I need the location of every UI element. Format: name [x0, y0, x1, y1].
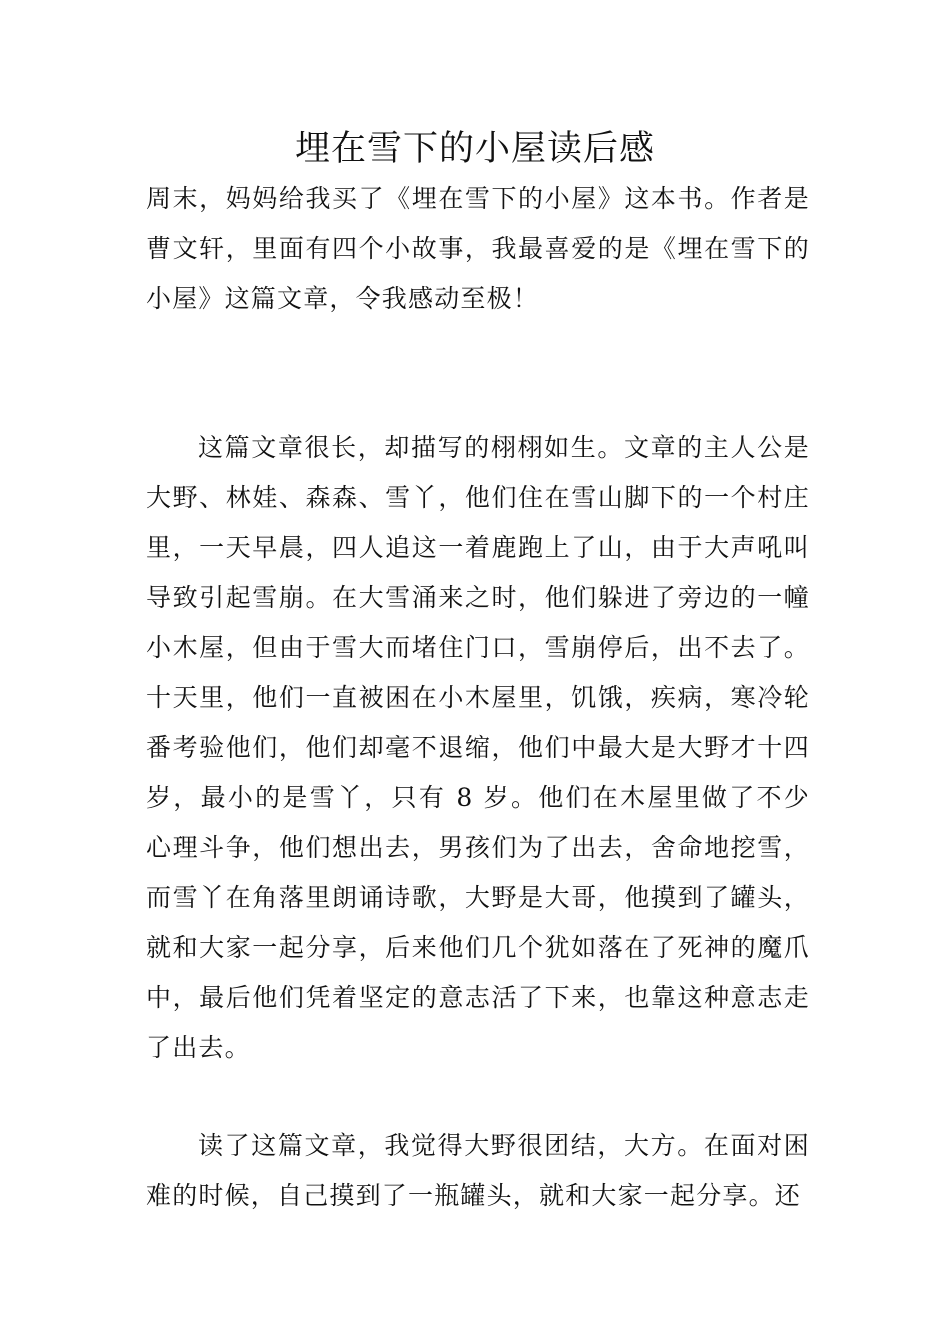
paragraph-reflection: 读了这篇文章，我觉得大野很团结，大方。在面对困难的时候，自己摸到了一瓶罐头，就和大家一起分享。还 — [146, 1131, 810, 1210]
paragraph-intro: 周末，妈妈给我买了《埋在雪下的小屋》这本书。作者是曹文轩，里面有四个小故事，我最喜爱的是《埋在雪下的小屋》这篇文章，令我感动至极！ — [146, 184, 810, 313]
paragraph-summary: 这篇文章很长，却描写的栩栩如生。文章的主人公是大野、林娃、森森、雪丫，他们住在雪山脚下的一个村庄里，一天早晨，四人追这一着鹿跑上了山，由于大声吼叫导致引起雪崩。在大雪涌来之时，他们躲进了旁边的一幢小木屋，但由于雪大而堵住门口，雪崩停后，出不去了。十天里，他们一直被困在小木屋里，饥饿，疾病，寒冷轮番考验他们，他们却毫不退缩，他们中最大是大野才十四岁，最小的是雪丫，只有 8 岁。他们在木屋里做了不少心理斗争，他们想出去，男孩们为了出去，舍命地挖雪，而雪丫在角落里朗诵诗歌，大野是大哥，他摸到了罐头，就和大家一起分享，后来他们几个犹如落在了死神的魔爪中，最后他们凭着坚定的意志活了下来，也靠这种意志走了出去。 — [146, 433, 810, 1062]
document-title: 埋在雪下的小屋读后感 — [294, 129, 655, 169]
